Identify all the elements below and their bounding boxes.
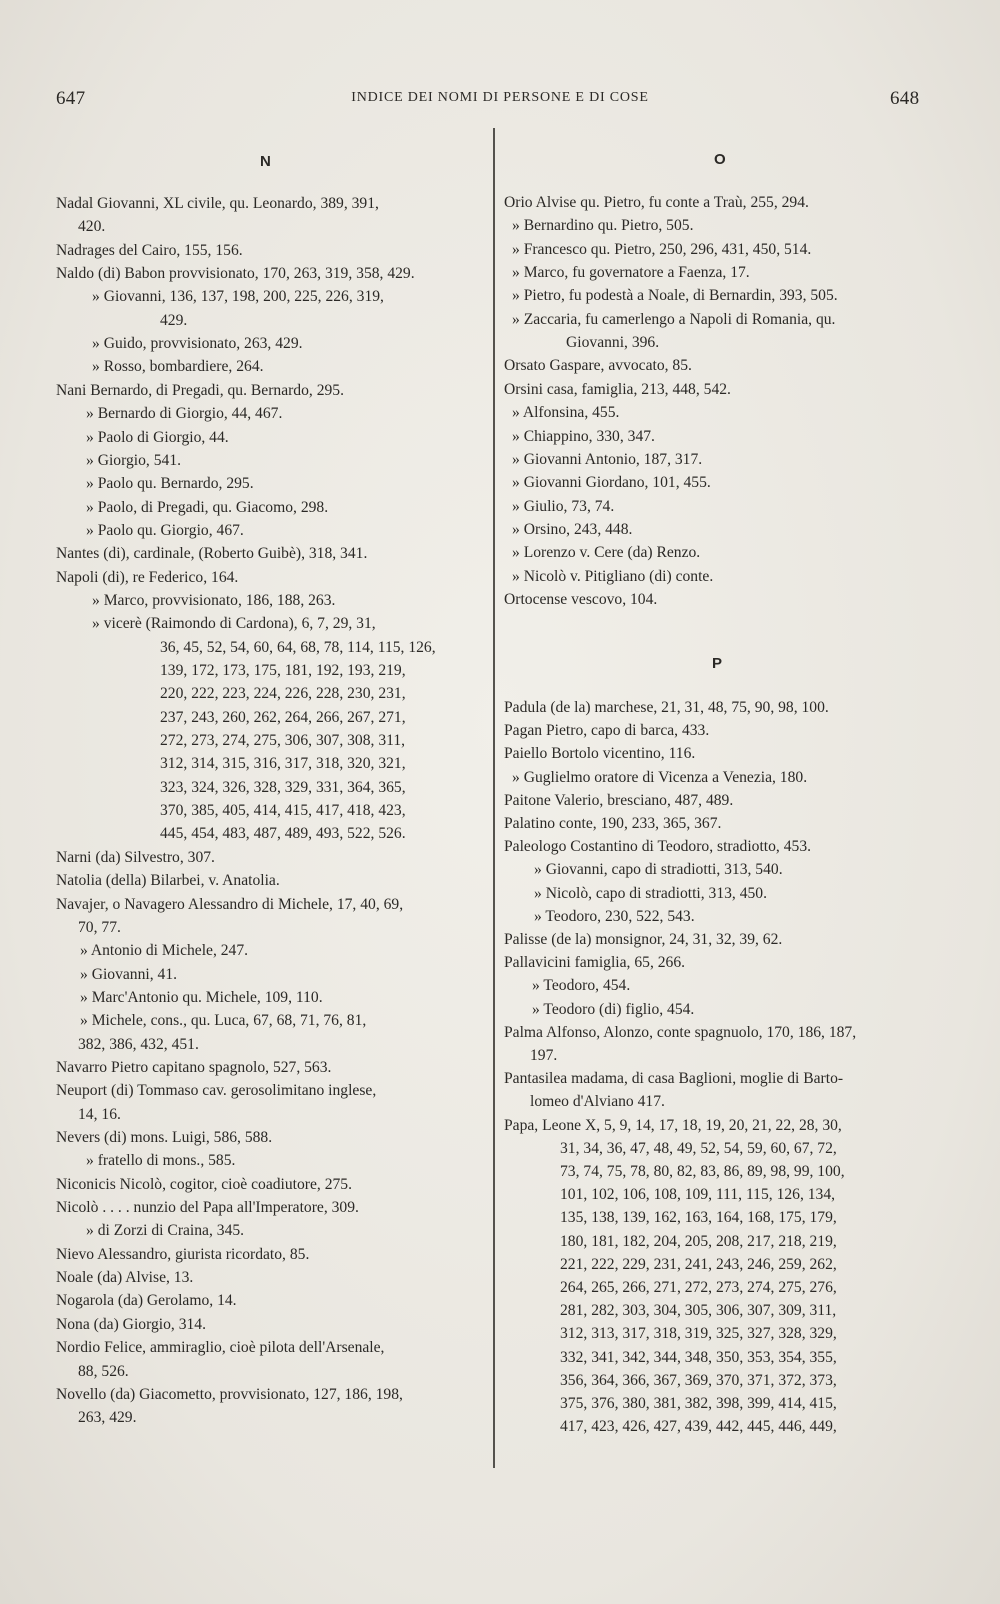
index-entry-line: 429.: [160, 311, 188, 329]
index-entry-line: Papa, Leone X, 5, 9, 14, 17, 18, 19, 20, 21, 22, 28, 30,: [504, 1116, 842, 1134]
index-entry-line: Narni (da) Silvestro, 307.: [56, 848, 215, 866]
index-entry-line: Nona (da) Giorgio, 314.: [56, 1315, 206, 1333]
index-entry-line: 221, 222, 229, 231, 241, 243, 246, 259, 262,: [560, 1255, 837, 1273]
index-entry-line: lomeo d'Alviano 417.: [530, 1093, 665, 1111]
index-entry-line: Giovanni, 396.: [566, 334, 660, 352]
index-entry-line: 417, 423, 426, 427, 439, 442, 445, 446, 449,: [560, 1418, 837, 1436]
index-entry-line: » Orsino, 243, 448.: [512, 520, 633, 538]
index-entry-line: » Francesco qu. Pietro, 250, 296, 431, 450, 514.: [512, 240, 812, 258]
index-entry-line: 445, 454, 483, 487, 489, 493, 522, 526.: [160, 825, 406, 843]
index-entry-line: Pantasilea madama, di casa Baglioni, moglie di Barto-: [504, 1070, 844, 1088]
index-entry-line: 312, 313, 317, 318, 319, 325, 327, 328, 329,: [560, 1325, 837, 1343]
index-entry-line: » Giovanni, 136, 137, 198, 200, 225, 226, 319,: [92, 288, 384, 306]
index-entry-line: 139, 172, 173, 175, 181, 192, 193, 219,: [160, 662, 406, 679]
index-entry-line: 197.: [530, 1047, 558, 1064]
index-entry-line: 14, 16.: [78, 1105, 121, 1123]
index-entry-line: 88, 526.: [78, 1362, 129, 1380]
index-entry-line: Pallavicini famiglia, 65, 266.: [504, 954, 686, 972]
index-entry-line: » Nicolò, capo di stradiotti, 313, 450.: [534, 884, 768, 902]
index-entry-line: » Pietro, fu podestà a Noale, di Bernardin, 393, 505.: [512, 287, 838, 305]
index-entry-line: 73, 74, 75, 78, 80, 82, 83, 86, 89, 98, 99, 100,: [560, 1163, 845, 1180]
index-entry-line: Paleologo Costantino di Teodoro, stradiotto, 453.: [504, 838, 812, 856]
index-entry-line: Natolia (della) Bilarbei, v. Anatolia.: [56, 872, 280, 890]
index-entry-line: Novello (da) Giacometto, provvisionato, 127, 186, 198,: [56, 1385, 403, 1403]
index-entry-line: » Marc'Antonio qu. Michele, 109, 110.: [80, 988, 323, 1006]
index-entry-line: 281, 282, 303, 304, 305, 306, 307, 309, 311,: [560, 1302, 837, 1320]
index-entry-line: Nievo Alessandro, giurista ricordato, 85.: [56, 1245, 310, 1263]
index-entry-line: » Giulio, 73, 74.: [512, 497, 615, 515]
index-entry-line: Nani Bernardo, di Pregadi, qu. Bernardo, 295.: [56, 381, 344, 399]
index-entry-line: Navarro Pietro capitano spagnolo, 527, 563.: [56, 1058, 332, 1076]
index-entry-line: » Marco, provvisionato, 186, 188, 263.: [92, 591, 336, 609]
index-entry-line: » Chiappino, 330, 347.: [512, 427, 655, 445]
index-entry-line: Navajer, o Navagero Alessandro di Michele, 17, 40, 69,: [56, 895, 404, 913]
index-entry-line: » Giorgio, 541.: [86, 451, 182, 469]
index-entry-line: » Antonio di Michele, 247.: [80, 942, 249, 960]
index-entry-line: » Giovanni, 41.: [80, 965, 178, 983]
index-entry-line: 264, 265, 266, 271, 272, 273, 274, 275, 276,: [560, 1279, 837, 1296]
index-entry-line: 263, 429.: [78, 1409, 137, 1427]
index-entry-line: » Nicolò v. Pitigliano (di) conte.: [512, 567, 714, 585]
index-entry-line: Neuport (di) Tommaso cav. gerosolimitano inglese,: [56, 1082, 377, 1100]
index-entry-line: Nevers (di) mons. Luigi, 586, 588.: [56, 1129, 273, 1146]
index-entry-line: Paitone Valerio, bresciano, 487, 489.: [504, 791, 734, 809]
index-entry-line: » Zaccaria, fu camerlengo a Napoli di Romania, qu.: [512, 310, 836, 328]
index-entry-line: 420.: [78, 218, 106, 236]
index-entry-line: » Paolo qu. Bernardo, 295.: [86, 475, 254, 493]
index-entry-line: 31, 34, 36, 47, 48, 49, 52, 54, 59, 60, 67, 72,: [560, 1139, 837, 1157]
index-entry-line: Niconicis Nicolò, cogitor, cioè coadiutore, 275.: [56, 1175, 353, 1193]
index-entry-line: » Marco, fu governatore a Faenza, 17.: [512, 264, 750, 282]
section-letter-o: O: [714, 151, 726, 168]
index-entry-line: Paiello Bortolo vicentino, 116.: [504, 745, 696, 763]
index-entry-line: Nogarola (da) Gerolamo, 14.: [56, 1292, 237, 1310]
index-entry-line: » Giovanni Antonio, 187, 317.: [512, 450, 703, 468]
index-entry-line: » di Zorzi di Craina, 345.: [86, 1222, 245, 1240]
index-entry-line: » Giovanni, capo di stradiotti, 313, 540.: [534, 861, 783, 879]
index-entry-line: » Paolo qu. Giorgio, 467.: [86, 521, 244, 539]
index-entry-line: 370, 385, 405, 414, 415, 417, 418, 423,: [160, 802, 406, 820]
index-entry-line: » Bernardino qu. Pietro, 505.: [512, 217, 694, 235]
running-title: INDICE DEI NOMI DI PERSONE E DI COSE: [351, 90, 649, 105]
index-entry-line: 220, 222, 223, 224, 226, 228, 230, 231,: [160, 685, 406, 703]
index-entry-line: 36, 45, 52, 54, 60, 64, 68, 78, 114, 115, 126,: [160, 638, 436, 656]
index-entry-line: 356, 364, 366, 367, 369, 370, 371, 372, 373,: [560, 1371, 837, 1389]
index-entry-line: » Paolo di Giorgio, 44.: [86, 428, 229, 446]
index-entry-line: 323, 324, 326, 328, 329, 331, 364, 365,: [160, 778, 406, 796]
index-entry-line: 180, 181, 182, 204, 205, 208, 217, 218, 219,: [560, 1232, 837, 1250]
index-entry-line: Nantes (di), cardinale, (Roberto Guibè), 318, 341.: [56, 545, 368, 563]
index-entry-line: Naldo (di) Babon provvisionato, 170, 263, 319, 358, 429.: [56, 265, 415, 283]
index-entry-line: 70, 77.: [78, 918, 121, 936]
index-entry-line: 237, 243, 260, 262, 264, 266, 267, 271,: [160, 708, 406, 726]
index-entry-line: » Bernardo di Giorgio, 44, 467.: [86, 405, 283, 423]
page-number-left: 647: [56, 88, 86, 109]
index-entry-line: Noale (da) Alvise, 13.: [56, 1269, 194, 1287]
index-entry-line: 101, 102, 106, 108, 109, 111, 115, 126, 134,: [560, 1186, 836, 1204]
index-entry-line: Palisse (de la) monsignor, 24, 31, 32, 39, 62.: [504, 931, 783, 948]
index-entry-line: » Giovanni Giordano, 101, 455.: [512, 474, 711, 492]
index-entry-line: Orsini casa, famiglia, 213, 448, 542.: [504, 380, 731, 398]
index-entry-line: » fratello di mons., 585.: [86, 1152, 236, 1170]
index-entry-line: » Teodoro, 230, 522, 543.: [534, 907, 695, 925]
index-entry-line: 382, 386, 432, 451.: [78, 1035, 199, 1053]
index-entry-line: Palatino conte, 190, 233, 365, 367.: [504, 815, 722, 832]
index-entry-line: 375, 376, 380, 381, 382, 398, 399, 414, 415,: [560, 1395, 837, 1412]
index-entry-line: Padula (de la) marchese, 21, 31, 48, 75, 90, 98, 100.: [504, 699, 829, 716]
index-entry-line: » Paolo, di Pregadi, qu. Giacomo, 298.: [86, 498, 329, 516]
index-entry-line: Orsato Gaspare, avvocato, 85.: [504, 357, 692, 375]
index-entry-line: » Lorenzo v. Cere (da) Renzo.: [512, 544, 701, 562]
index-entry-line: » Teodoro, 454.: [532, 977, 631, 995]
index-entry-line: » Guglielmo oratore di Vicenza a Venezia, 180.: [512, 768, 808, 786]
index-entry-line: 332, 341, 342, 344, 348, 350, 353, 354, 355,: [560, 1348, 837, 1366]
index-entry-line: Nadal Giovanni, XL civile, qu. Leonardo, 389, 391,: [56, 195, 379, 212]
index-entry-line: Palma Alfonso, Alonzo, conte spagnuolo, 170, 186, 187,: [504, 1023, 857, 1041]
index-entry-line: 312, 314, 315, 316, 317, 318, 320, 321,: [160, 755, 406, 773]
index-entry-line: Nicolò . . . . nunzio del Papa all'Imperatore, 309.: [56, 1199, 359, 1217]
index-entry-line: Nadrages del Cairo, 155, 156.: [56, 241, 243, 259]
index-entry-line: Ortocense vescovo, 104.: [504, 590, 658, 608]
index-entry-line: » Michele, cons., qu. Luca, 67, 68, 71, 76, 81,: [80, 1012, 367, 1030]
section-letter-p: P: [712, 655, 723, 672]
index-entry-line: Pagan Pietro, capo di barca, 433.: [504, 722, 710, 740]
column-divider: [493, 128, 495, 1468]
index-entry-line: Orio Alvise qu. Pietro, fu conte a Traù, 255, 294.: [504, 194, 809, 211]
index-entry-line: » Alfonsina, 455.: [512, 404, 620, 422]
index-entry-line: 135, 138, 139, 162, 163, 164, 168, 175, 179,: [560, 1209, 837, 1227]
section-letter-n: N: [260, 153, 271, 170]
index-entry-line: 272, 273, 274, 275, 306, 307, 308, 311,: [160, 732, 406, 750]
index-entry-line: Napoli (di), re Federico, 164.: [56, 568, 239, 586]
index-entry-line: » vicerè (Raimondo di Cardona), 6, 7, 29, 31,: [92, 615, 376, 633]
index-entry-line: Nordio Felice, ammiraglio, cioè pilota dell'Arsenale,: [56, 1339, 385, 1357]
index-entry-line: » Rosso, bombardiere, 264.: [92, 358, 264, 376]
index-entry-line: » Teodoro (di) figlio, 454.: [532, 1000, 695, 1018]
page-number-right: 648: [890, 88, 920, 109]
index-entry-line: » Guido, provvisionato, 263, 429.: [92, 335, 303, 353]
